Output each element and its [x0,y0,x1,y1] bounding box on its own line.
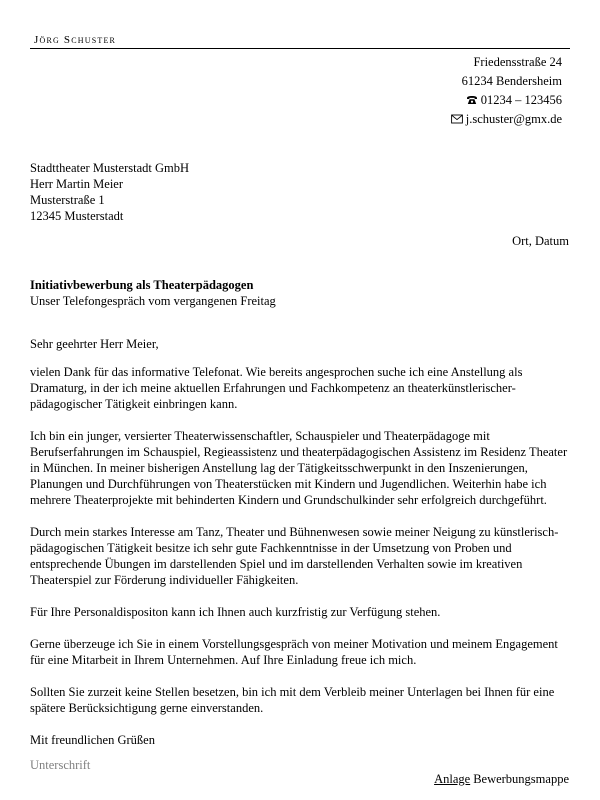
sender-email-address[interactable]: j.schuster@gmx.de [465,112,562,126]
subject-title: Initiativbewerbung als Theaterpädagogen [30,278,254,292]
sender-email [451,110,562,129]
recipient-line: 12345 Musterstadt [30,209,124,223]
salutation: Sehr geehrter Herr Meier, [30,337,159,351]
enclosure-label: Anlage [434,772,471,786]
signature-placeholder: Unterschrift [30,758,91,772]
place-date: Ort, Datum [512,234,569,248]
body-paragraph: Für Ihre Personaldispositon kann ich Ihnen auch kurzfristig zur Verfügung stehen. [30,605,441,619]
envelope-icon [451,114,463,124]
body-paragraph: Ich bin ein junger, versierter Theaterwissenschaftler, Schauspieler und Theaterpädagoge mit Berufserfahrungen im Schauspiel, Regieassistenz und theaterpädagogischen Assistenz im Residenz Theater in München. In meiner bisherigen Anstellung lag der Tätigkeitsschwerpunkt in den Inszenierungen, Planungen und Durchführungen von Theaterstücken mit Kindern und Jugendlichen. Weiterhin habe ich mehrere Theaterprojekte mit behinderten Kindern und Grundschulkinder sehr erfolgreich durchgeführt. [30,429,568,507]
subject-subtitle: Unser Telefongespräch vom vergangenen Freitag [30,294,276,308]
sender-phone [451,91,562,110]
sender-street: Friedensstraße 24 [473,55,562,69]
body-paragraph: Sollten Sie zurzeit keine Stellen besetzen, bin ich mit dem Verbleib meiner Unterlagen bei Ihnen für eine spätere Berücksichtigung gerne einverstanden. [30,685,555,715]
sender-city: 61234 Bendersheim [461,74,562,88]
closing: Mit freundlichen Grüßen [30,733,155,747]
body-paragraph: Durch mein starkes Interesse am Tanz, Theater und Bühnenwesen sowie meiner Neigung zu künstlerisch-pädagogischen Tätigkeit besitze ich sehr gute Fachkenntnisse in der Umsetzung von Proben und entsprechende Übungen im darstellenden Spiel und im darstellenden Verhalten sowie im kreativen Theaterspiel zur Förderung individueller Fähigkeiten. [30,525,559,587]
recipient-address [30,160,189,224]
sender-address [451,53,562,129]
enclosure [434,771,569,787]
recipient-line: Herr Martin Meier [30,177,124,191]
sender-phone-number: 01234 – 123456 [480,93,562,107]
body-paragraph: vielen Dank für das informative Telefonat. Wie bereits angesprochen suche ich eine Anstellung als Dramaturg, in der ich meine aktuellen Erfahrungen und Fachkompetenz an theaterkünstlerischer-pädagogischer Tätigkeit einbringen kann. [30,365,523,411]
subject-block [30,277,276,309]
recipient-line: Musterstraße 1 [30,193,105,207]
enclosure-value: Bewerbungsmappe [473,772,569,786]
letter-body [30,336,570,764]
recipient-line: Stadttheater Musterstadt GmbH [30,161,189,175]
phone-icon [466,95,478,105]
sender-name: Jörg Schuster [34,34,117,46]
body-paragraph: Gerne überzeuge ich Sie in einem Vorstellungsgespräch von meiner Motivation und meinem Engagement für eine Mitarbeit in Ihrem Unternehmen. Auf Ihre Einladung freue ich mich. [30,637,558,667]
header-rule [30,48,570,49]
